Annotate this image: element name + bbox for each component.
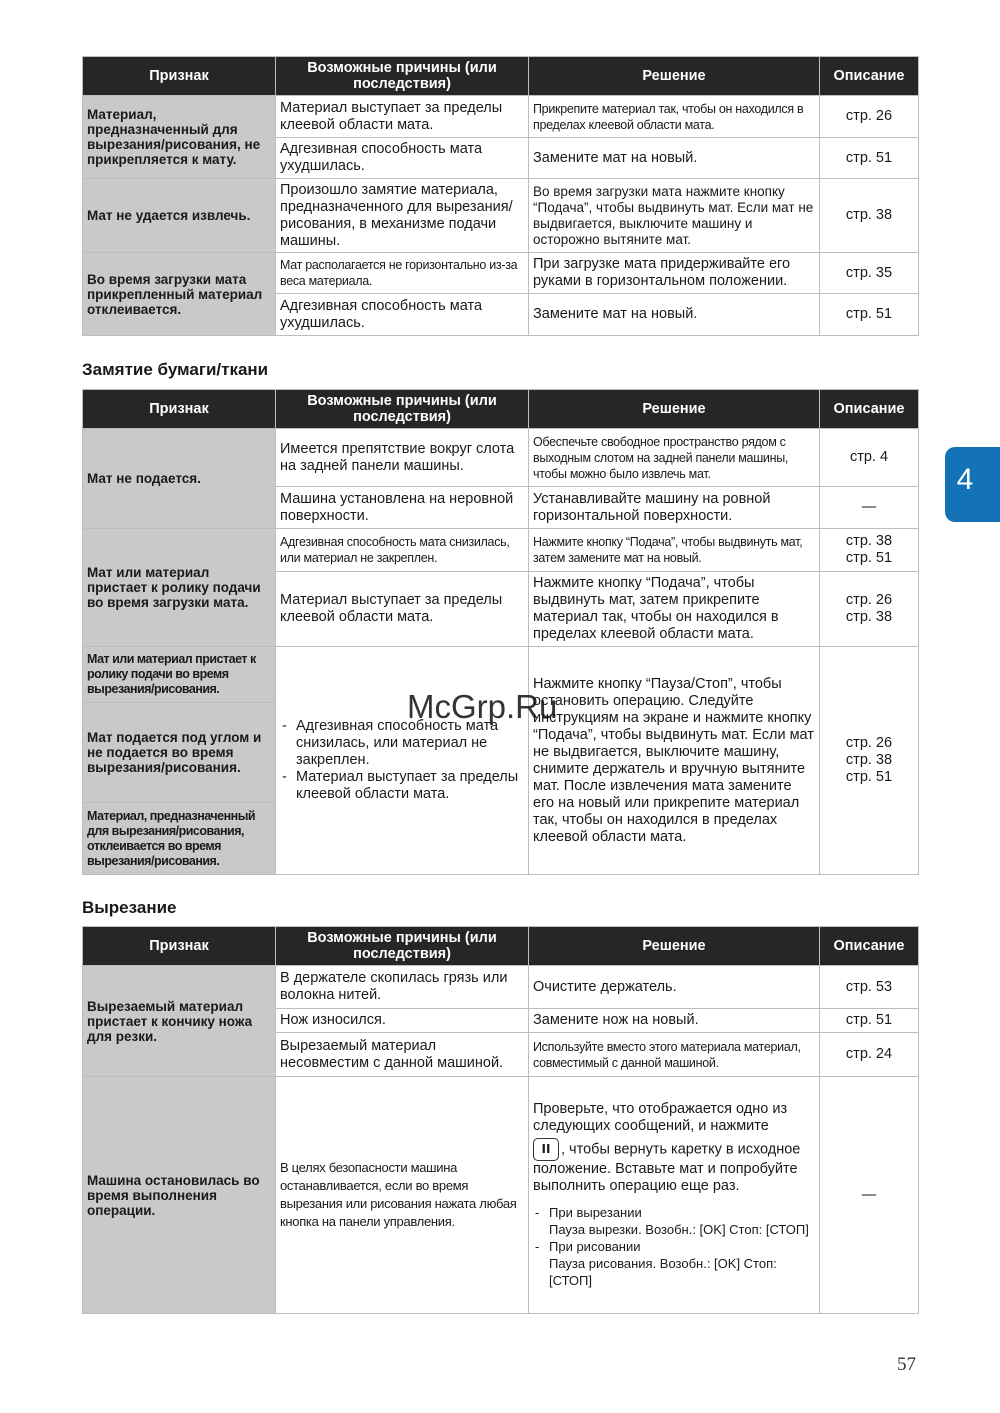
problem-table-3	[82, 926, 919, 1314]
solution-cell: Замените мат на новый.	[529, 294, 820, 336]
page-number: 57	[897, 1354, 916, 1375]
case-message: Пауза вырезки. Возобн.: [OK] Стоп: [СТОП]	[549, 1222, 809, 1237]
solution-cell: Нажмите кнопку “Подача”, чтобы выдвинуть мат, затем замените мат на новый.	[529, 529, 820, 572]
symptom-cell: Мат подается под углом и не подается во время вырезания/рисования.	[83, 703, 276, 803]
cause-cell: Материал выступает за пределы клеевой области мата.	[276, 572, 529, 647]
header-symptom: Признак	[83, 57, 276, 96]
solution-button-line	[533, 1138, 815, 1195]
header-reference: Описание	[820, 57, 919, 96]
cause-cell: В держателе скопилась грязь или волокна нитей.	[276, 966, 529, 1009]
reference-cell: стр. 4	[820, 429, 919, 487]
symptom-cell: Мат или материал пристает к ролику подачи во время вырезания/рисования.	[83, 647, 276, 703]
solution-cell: Замените мат на новый.	[529, 138, 820, 179]
solution-cell	[529, 1077, 820, 1314]
reference-cell: стр. 51	[820, 294, 919, 336]
reference-cell: —	[820, 487, 919, 529]
cause-cell: Произошло замятие материала, предназначенного для вырезания/рисования, в механизме подачи машины.	[276, 179, 529, 253]
reference-text: стр. 38	[845, 609, 893, 625]
solution-cell: Используйте вместо этого материала материал, совместимый с данной машиной.	[529, 1033, 820, 1077]
header-symptom: Признак	[83, 390, 276, 429]
reference-cell: стр. 51	[820, 138, 919, 179]
case-message: Пауза рисования. Возобн.: [OK] Стоп: [СТОП]	[549, 1256, 777, 1288]
table-row	[83, 529, 919, 572]
table-row	[83, 96, 919, 138]
table-row	[83, 1077, 919, 1314]
reference-cell: стр. 24	[820, 1033, 919, 1077]
header-solution: Решение	[529, 390, 820, 429]
reference-cell	[820, 572, 919, 647]
cause-cell: Машина установлена на неровной поверхности.	[276, 487, 529, 529]
cause-cell: Вырезаемый материал несовместим с данной машиной.	[276, 1033, 529, 1077]
cause-cell: Адгезивная способность мата снизилась, или материал не закреплен.	[276, 529, 529, 572]
reference-cell: стр. 35	[820, 253, 919, 294]
header-reference: Описание	[820, 927, 919, 966]
cause-cell	[276, 647, 529, 875]
reference-text: стр. 51	[845, 769, 893, 785]
reference-text: стр. 38	[845, 533, 893, 549]
reference-cell	[820, 529, 919, 572]
header-solution: Решение	[529, 927, 820, 966]
header-cause: Возможные причины (или последствия)	[276, 927, 529, 966]
reference-text: стр. 38	[845, 752, 893, 768]
table-row	[83, 966, 919, 1009]
solution-cell: Нажмите кнопку “Подача”, чтобы выдвинуть мат, затем прикрепите материал так, чтобы он находился в пределах клеевой области мата.	[529, 572, 820, 647]
section-title-paper-jam: Замятие бумаги/ткани	[82, 360, 269, 379]
reference-cell: —	[820, 1077, 919, 1314]
reference-cell	[820, 647, 919, 875]
table-row	[83, 429, 919, 487]
solution-intro: Проверьте, что отображается одно из следующих сообщений, и нажмите	[533, 1101, 788, 1134]
list-item	[533, 1204, 815, 1238]
cause-cell: Мат располагается не горизонтально из-за веса материала.	[276, 253, 529, 294]
symptom-cell: Машина остановилась во время выполнения операции.	[83, 1077, 276, 1314]
solution-cell: Прикрепите материал так, чтобы он находился в пределах клеевой области мата.	[529, 96, 820, 138]
case-label: - При рисовании	[549, 1239, 641, 1254]
symptom-cell: Материал, предназначенный для вырезания/рисования, отклеивается во время вырезания/рисования.	[83, 803, 276, 875]
cause-cell: Адгезивная способность мата ухудшилась.	[276, 294, 529, 336]
list-item	[533, 1238, 815, 1289]
symptom-cell: Материал, предназначенный для вырезания/рисования, не прикрепляется к мату.	[83, 96, 276, 179]
solution-cell: Обеспечьте свободное пространство рядом с выходным слотом на задней панели машины, чтобы можно было извлечь мат.	[529, 429, 820, 487]
symptom-cell: Мат не удается извлечь.	[83, 179, 276, 253]
symptom-cell: Во время загрузки мата прикрепленный материал отклеивается.	[83, 253, 276, 336]
reference-text: стр. 26	[845, 592, 893, 608]
reference-text: стр. 26	[845, 735, 893, 751]
header-cause: Возможные причины (или последствия)	[276, 390, 529, 429]
list-item: - Материал выступает за пределы клеевой области мата.	[280, 769, 524, 803]
message-list	[533, 1204, 815, 1289]
problem-table-1	[82, 56, 919, 336]
reference-cell: стр. 53	[820, 966, 919, 1009]
cause-cell: Материал выступает за пределы клеевой области мата.	[276, 96, 529, 138]
table-row	[83, 179, 919, 253]
reference-text: стр. 51	[845, 550, 893, 566]
reference-cell: стр. 38	[820, 179, 919, 253]
symptom-cell: Мат не подается.	[83, 429, 276, 529]
reference-cell: стр. 51	[820, 1009, 919, 1033]
solution-cell: Замените нож на новый.	[529, 1009, 820, 1033]
reference-cell: стр. 26	[820, 96, 919, 138]
case-label: - При вырезании	[549, 1205, 642, 1220]
list-item: - Адгезивная способность мата снизилась, или материал не закреплен.	[280, 718, 524, 769]
header-reference: Описание	[820, 390, 919, 429]
symptom-cell: Мат или материал пристает к ролику подачи во время загрузки мата.	[83, 529, 276, 647]
table-row	[83, 253, 919, 294]
symptom-cell: Вырезаемый материал пристает к кончику ножа для резки.	[83, 966, 276, 1077]
problem-table-2	[82, 389, 919, 875]
solution-cell: Устанавливайте машину на ровной горизонтальной поверхности.	[529, 487, 820, 529]
solution-cell: Во время загрузки мата нажмите кнопку “Подача”, чтобы выдвинуть мат. Если мат не выдвигается, выключите машину и осторожно вытяните мат.	[529, 179, 820, 253]
pause-button-icon: II	[533, 1138, 559, 1161]
chapter-tab	[945, 447, 1000, 522]
solution-cell: При загрузке мата придерживайте его руками в горизонтальном положении.	[529, 253, 820, 294]
header-symptom: Признак	[83, 927, 276, 966]
solution-after: , чтобы вернуть каретку в исходное положение. Вставьте мат и попробуйте выполнить операцию еще раз.	[533, 1141, 801, 1194]
solution-cell: Очистите держатель.	[529, 966, 820, 1009]
header-solution: Решение	[529, 57, 820, 96]
cause-cell: Адгезивная способность мата ухудшилась.	[276, 138, 529, 179]
chapter-number: 4	[956, 463, 974, 496]
header-cause: Возможные причины (или последствия)	[276, 57, 529, 96]
cause-cell: Нож износился.	[276, 1009, 529, 1033]
cause-cell: Имеется препятствие вокруг слота на задней панели машины.	[276, 429, 529, 487]
cause-cell: В целях безопасности машина останавливается, если во время вырезания или рисования нажата любая кнопка на панели управления.	[276, 1077, 529, 1314]
watermark-logo: McGrp.Ru	[407, 688, 558, 725]
cause-list	[280, 718, 524, 803]
solution-cell: Нажмите кнопку “Пауза/Стоп”, чтобы остановить операцию. Следуйте инструкциям на экране и нажмите кнопку “Подача”, чтобы выдвинуть мат. Если мат не выдвигается, выключите машину, снимите держатель и вручную вытяните мат. После извлечения мата замените его на новый или прикрепите материал так, чтобы он находился в пределах клеевой области мата.	[529, 647, 820, 875]
section-title-cutting: Вырезание	[82, 898, 177, 917]
